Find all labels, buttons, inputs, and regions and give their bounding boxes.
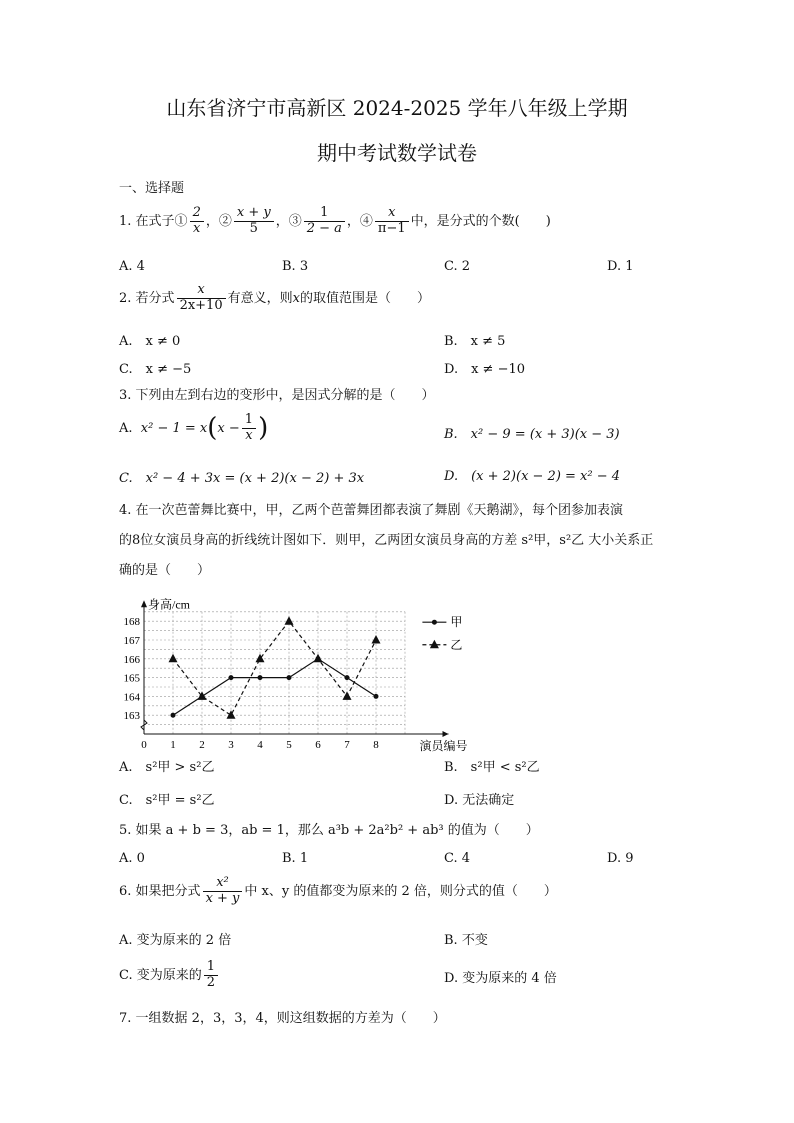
fraction: $\frac{1}{2}$ xyxy=(204,960,218,991)
point-series-1 xyxy=(229,675,234,680)
y-tick-label: 166 xyxy=(123,653,140,666)
height-line-chart xyxy=(123,588,470,753)
section-heading: 一、选择题 xyxy=(119,181,185,196)
x-axis-arrow xyxy=(443,731,449,737)
x-tick-label: 6 xyxy=(315,739,321,751)
y-tick-label: 165 xyxy=(123,672,140,685)
question-text: 在式子① xyxy=(135,213,188,229)
point-series-1 xyxy=(374,694,379,699)
fraction: $\frac{x + y}{5}$ xyxy=(234,206,274,237)
option-a: A. 4 xyxy=(119,259,145,274)
question-text: 中，是分式的个数( ) xyxy=(410,213,551,229)
option-label: A. xyxy=(119,420,133,436)
point-series-1 xyxy=(258,675,263,680)
x-tick-label: 5 xyxy=(286,739,292,751)
fraction: $\frac{\text{x²}}{x + y}$ xyxy=(203,876,243,907)
point-series-1 xyxy=(287,675,292,680)
point-series-2 xyxy=(285,616,294,625)
question-text: 有意义，则 xyxy=(227,290,293,306)
legend-marker-1 xyxy=(432,620,437,625)
fraction: $\frac{1}{2 - a}$ xyxy=(304,206,345,237)
y-axis-arrow xyxy=(141,600,147,607)
legend-label-2: 乙 xyxy=(450,637,463,652)
question-text: 若分式 xyxy=(135,290,175,306)
variable: x xyxy=(292,290,300,306)
x-tick-label: 2 xyxy=(199,739,205,751)
option-c: C. x² − 4 + 3x = (x + 2)(x − 2) + 3x xyxy=(119,471,365,486)
y-tick-label: 164 xyxy=(123,691,140,704)
question-6 xyxy=(119,876,557,907)
question-text: 下列由左到右边的变形中，是因式分解的是（ ） xyxy=(135,388,435,403)
option-c: C. x ≠ −5 xyxy=(119,362,192,377)
point-series-2 xyxy=(372,635,381,644)
y-tick-label: 163 xyxy=(123,710,140,723)
option-d: D. x ≠ −10 xyxy=(444,362,526,377)
question-number: 5. xyxy=(119,823,132,838)
option-b: B. 1 xyxy=(282,851,309,866)
exam-title-line1: 山东省济宁市高新区 2024-2025 学年八年级上学期 xyxy=(166,96,628,120)
option-d: D. 1 xyxy=(607,259,634,274)
option-d: D. 变为原来的 4 倍 xyxy=(444,971,557,986)
option-a xyxy=(119,413,268,444)
question-5 xyxy=(119,823,539,839)
option-b: B. 3 xyxy=(282,259,309,274)
question-4-line2: 的8位女演员身高的折线统计图如下．则甲，乙两团女演员身高的方差 s²甲，s²乙 大小关系正 xyxy=(119,533,654,548)
point-series-1 xyxy=(345,675,350,680)
question-text: ，② xyxy=(205,213,232,229)
point-series-2 xyxy=(169,654,178,663)
fraction: $\frac{x}{2x+10}$ xyxy=(177,283,226,314)
option-b: B. 不变 xyxy=(444,933,488,948)
option-a: A. s²甲 > s²乙 xyxy=(119,760,215,775)
question-4-line1 xyxy=(119,503,623,519)
option-text: C. 变为原来的 xyxy=(119,967,202,983)
x-tick-label: 7 xyxy=(344,739,350,751)
question-text: 如果 a + b = 3，ab = 1，那么 a³b + 2a²b² + ab³ 的值为（ ） xyxy=(135,823,539,838)
question-number: 7. xyxy=(119,1011,132,1026)
x-axis-label: 演员编号 xyxy=(419,739,468,753)
question-text: 如果把分式 xyxy=(135,883,201,899)
question-text: ，③ xyxy=(275,213,302,229)
question-text: 一组数据 2，3，3，4，则这组数据的方差为（ ） xyxy=(135,1011,446,1026)
x-tick-label: 3 xyxy=(228,739,234,751)
question-7 xyxy=(119,1011,446,1027)
question-number: 4. xyxy=(119,503,132,518)
fraction: $\frac{2}{x}$ xyxy=(190,206,204,237)
x-tick-label: 8 xyxy=(373,739,379,751)
question-text: 的取值范围是（ ） xyxy=(299,290,430,306)
option-b: B. s²甲 < s²乙 xyxy=(444,760,540,775)
option-d: D. (x + 2)(x − 2) = x² − 4 xyxy=(444,469,621,484)
option-b: B. x² − 9 = (x + 3)(x − 3) xyxy=(444,427,620,442)
option-c: C. s²甲 = s²乙 xyxy=(119,793,215,808)
option-b: B. x ≠ 5 xyxy=(444,334,506,349)
x-tick-label: 0 xyxy=(141,739,147,751)
option-d: D. 无法确定 xyxy=(444,793,515,808)
x-tick-label: 1 xyxy=(170,739,176,751)
legend-label-1: 甲 xyxy=(450,615,463,630)
question-text: 中 x、y 的值都变为原来的 2 倍，则分式的值（ ） xyxy=(244,883,557,899)
fraction: $\frac{x}{\pi-1}$ xyxy=(375,206,409,237)
math-expression: x − xyxy=(217,420,240,436)
question-number: 2. xyxy=(119,290,132,306)
option-c xyxy=(119,960,220,991)
question-4-line3: 确的是（ ） xyxy=(119,563,211,578)
point-series-1 xyxy=(171,713,176,718)
math-expression: x² − 1 = x xyxy=(140,420,208,436)
point-series-2 xyxy=(227,710,236,719)
option-a: A. 变为原来的 2 倍 xyxy=(119,933,232,948)
y-tick-label: 168 xyxy=(123,616,140,629)
option-c: C. 2 xyxy=(444,259,471,274)
question-number: 1. xyxy=(119,213,132,229)
question-number: 6. xyxy=(119,883,132,899)
question-2 xyxy=(119,283,430,314)
question-1 xyxy=(119,206,551,237)
fraction: $\frac{1}{x}$ xyxy=(242,413,256,444)
option-c: C. 4 xyxy=(444,851,471,866)
x-tick-label: 4 xyxy=(257,739,263,751)
question-text: 在一次芭蕾舞比赛中，甲，乙两个芭蕾舞团都表演了舞剧《天鹅湖》，每个团参加表演 xyxy=(135,503,624,518)
option-a: A. x ≠ 0 xyxy=(119,334,181,349)
question-3 xyxy=(119,388,435,404)
right-paren: ) xyxy=(258,413,269,443)
option-a: A. 0 xyxy=(119,851,145,866)
legend-marker-2 xyxy=(430,640,439,649)
question-number: 3. xyxy=(119,388,132,403)
option-d: D. 9 xyxy=(607,851,634,866)
question-text: ，④ xyxy=(346,213,373,229)
y-tick-label: 167 xyxy=(123,635,140,647)
left-paren: ( xyxy=(207,413,218,443)
y-axis-label: 身高/cm xyxy=(148,597,190,612)
exam-title-line2: 期中考试数学试卷 xyxy=(317,141,477,165)
point-series-2 xyxy=(314,654,323,663)
